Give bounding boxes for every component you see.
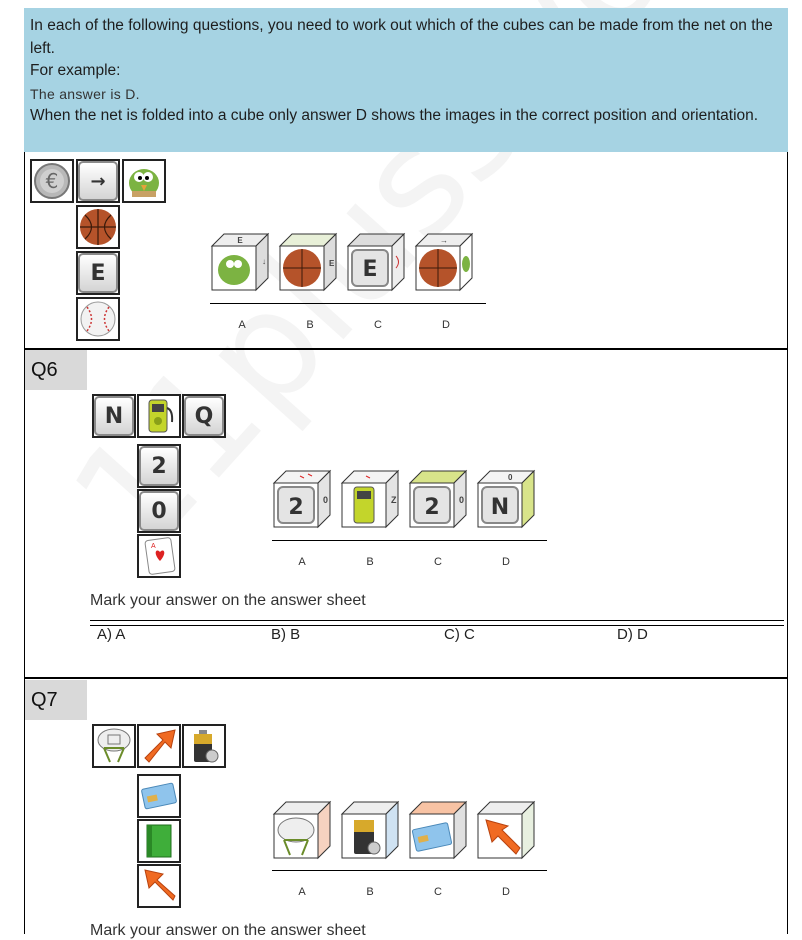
svg-text:0: 0 <box>508 473 513 482</box>
cube-choice-a <box>210 232 270 292</box>
choice-label-d: D <box>502 556 510 568</box>
choice-label-b: B <box>366 556 374 568</box>
svg-text:2: 2 <box>288 495 304 520</box>
net-tile-basketball-icon <box>76 205 120 249</box>
svg-text:2: 2 <box>424 495 440 520</box>
cube-choice-c <box>346 232 406 292</box>
example-label: For example: <box>30 62 121 79</box>
choice-label-d: D <box>502 886 510 898</box>
net-tile-digit-0: 0 <box>137 489 181 533</box>
worksheet <box>24 8 788 939</box>
choice-label-c: C <box>434 556 442 568</box>
net-tile-credit-card-icon <box>137 774 181 818</box>
net-tile-euro-icon <box>30 159 74 203</box>
net-tile-digit-2: 2 <box>137 444 181 488</box>
net-tile-battery-icon <box>182 724 226 768</box>
right-border <box>787 152 788 934</box>
net-tile-letter-q: Q <box>182 394 226 438</box>
svg-text:E: E <box>362 257 378 282</box>
section-divider <box>24 348 788 350</box>
svg-text:N: N <box>490 495 510 520</box>
svg-text:↓: ↓ <box>262 257 266 266</box>
instruction-text: In each of the following questions, you need to work out which of the cubes can be made from the net on the left. <box>30 17 773 57</box>
answer-rule <box>90 620 784 626</box>
instructions-box <box>24 8 788 152</box>
net-tile-baseball-icon <box>76 297 120 341</box>
choice-label-c: C <box>434 886 442 898</box>
svg-text:Z: Z <box>391 495 397 505</box>
cube-choice-a <box>272 800 332 860</box>
cube-choice-b <box>278 232 338 292</box>
net-tile-letter-n: N <box>92 394 136 438</box>
svg-text:→: → <box>440 236 448 245</box>
question-label-q7: Q7 <box>25 680 87 720</box>
net-tile-basketball-hoop-icon <box>92 724 136 768</box>
section-divider <box>24 677 788 679</box>
cube-choice-c <box>408 469 468 529</box>
net-tile-letter-e: E <box>76 251 120 295</box>
cube-choice-d <box>476 800 536 860</box>
svg-text:E: E <box>329 259 335 268</box>
choice-label-b: B <box>366 886 374 898</box>
answer-option-b[interactable]: B) B <box>271 626 301 643</box>
svg-text:0: 0 <box>459 495 465 505</box>
net-tile-ace-card-icon <box>137 534 181 578</box>
svg-text:0: 0 <box>323 495 329 505</box>
svg-text:€: € <box>45 169 59 193</box>
choices-baseline <box>272 870 547 871</box>
choice-label-a: A <box>238 319 246 331</box>
answer-option-a[interactable]: A) A <box>97 626 126 643</box>
cube-choice-d <box>414 232 474 292</box>
choices-baseline <box>272 540 547 541</box>
choice-label-b: B <box>306 319 314 331</box>
choice-label-c: C <box>374 319 382 331</box>
choices-baseline <box>210 303 486 304</box>
choice-label-a: A <box>298 886 306 898</box>
answer-option-d[interactable]: D) D <box>617 626 648 643</box>
cube-choice-b <box>340 800 400 860</box>
net-tile-arrow-key-icon: → <box>76 159 120 203</box>
net-tile-green-book-icon <box>137 819 181 863</box>
example-explanation: When the net is folded into a cube only answer D shows the images in the correct position and orientation. <box>30 107 759 124</box>
svg-text:A: A <box>151 543 156 550</box>
question-label-q6: Q6 <box>25 350 87 390</box>
net-tile-fuel-pump-icon <box>137 394 181 438</box>
example-answer: The answer is D. <box>30 85 140 102</box>
left-border <box>24 152 25 934</box>
cube-choice-a <box>272 469 332 529</box>
svg-text:E: E <box>237 236 243 245</box>
cube-choice-c <box>408 800 468 860</box>
answer-instruction: Mark your answer on the answer sheet <box>90 592 366 609</box>
choice-label-d: D <box>442 319 450 331</box>
cube-choice-b <box>340 469 400 529</box>
net-tile-orange-arrow-icon <box>137 724 181 768</box>
answer-instruction: Mark your answer on the answer sheet <box>90 922 366 939</box>
cube-choice-d <box>476 469 536 529</box>
net-tile-parrot-icon <box>122 159 166 203</box>
choice-label-a: A <box>298 556 306 568</box>
net-tile-orange-arrow-icon <box>137 864 181 908</box>
answer-option-c[interactable]: C) C <box>444 626 475 643</box>
